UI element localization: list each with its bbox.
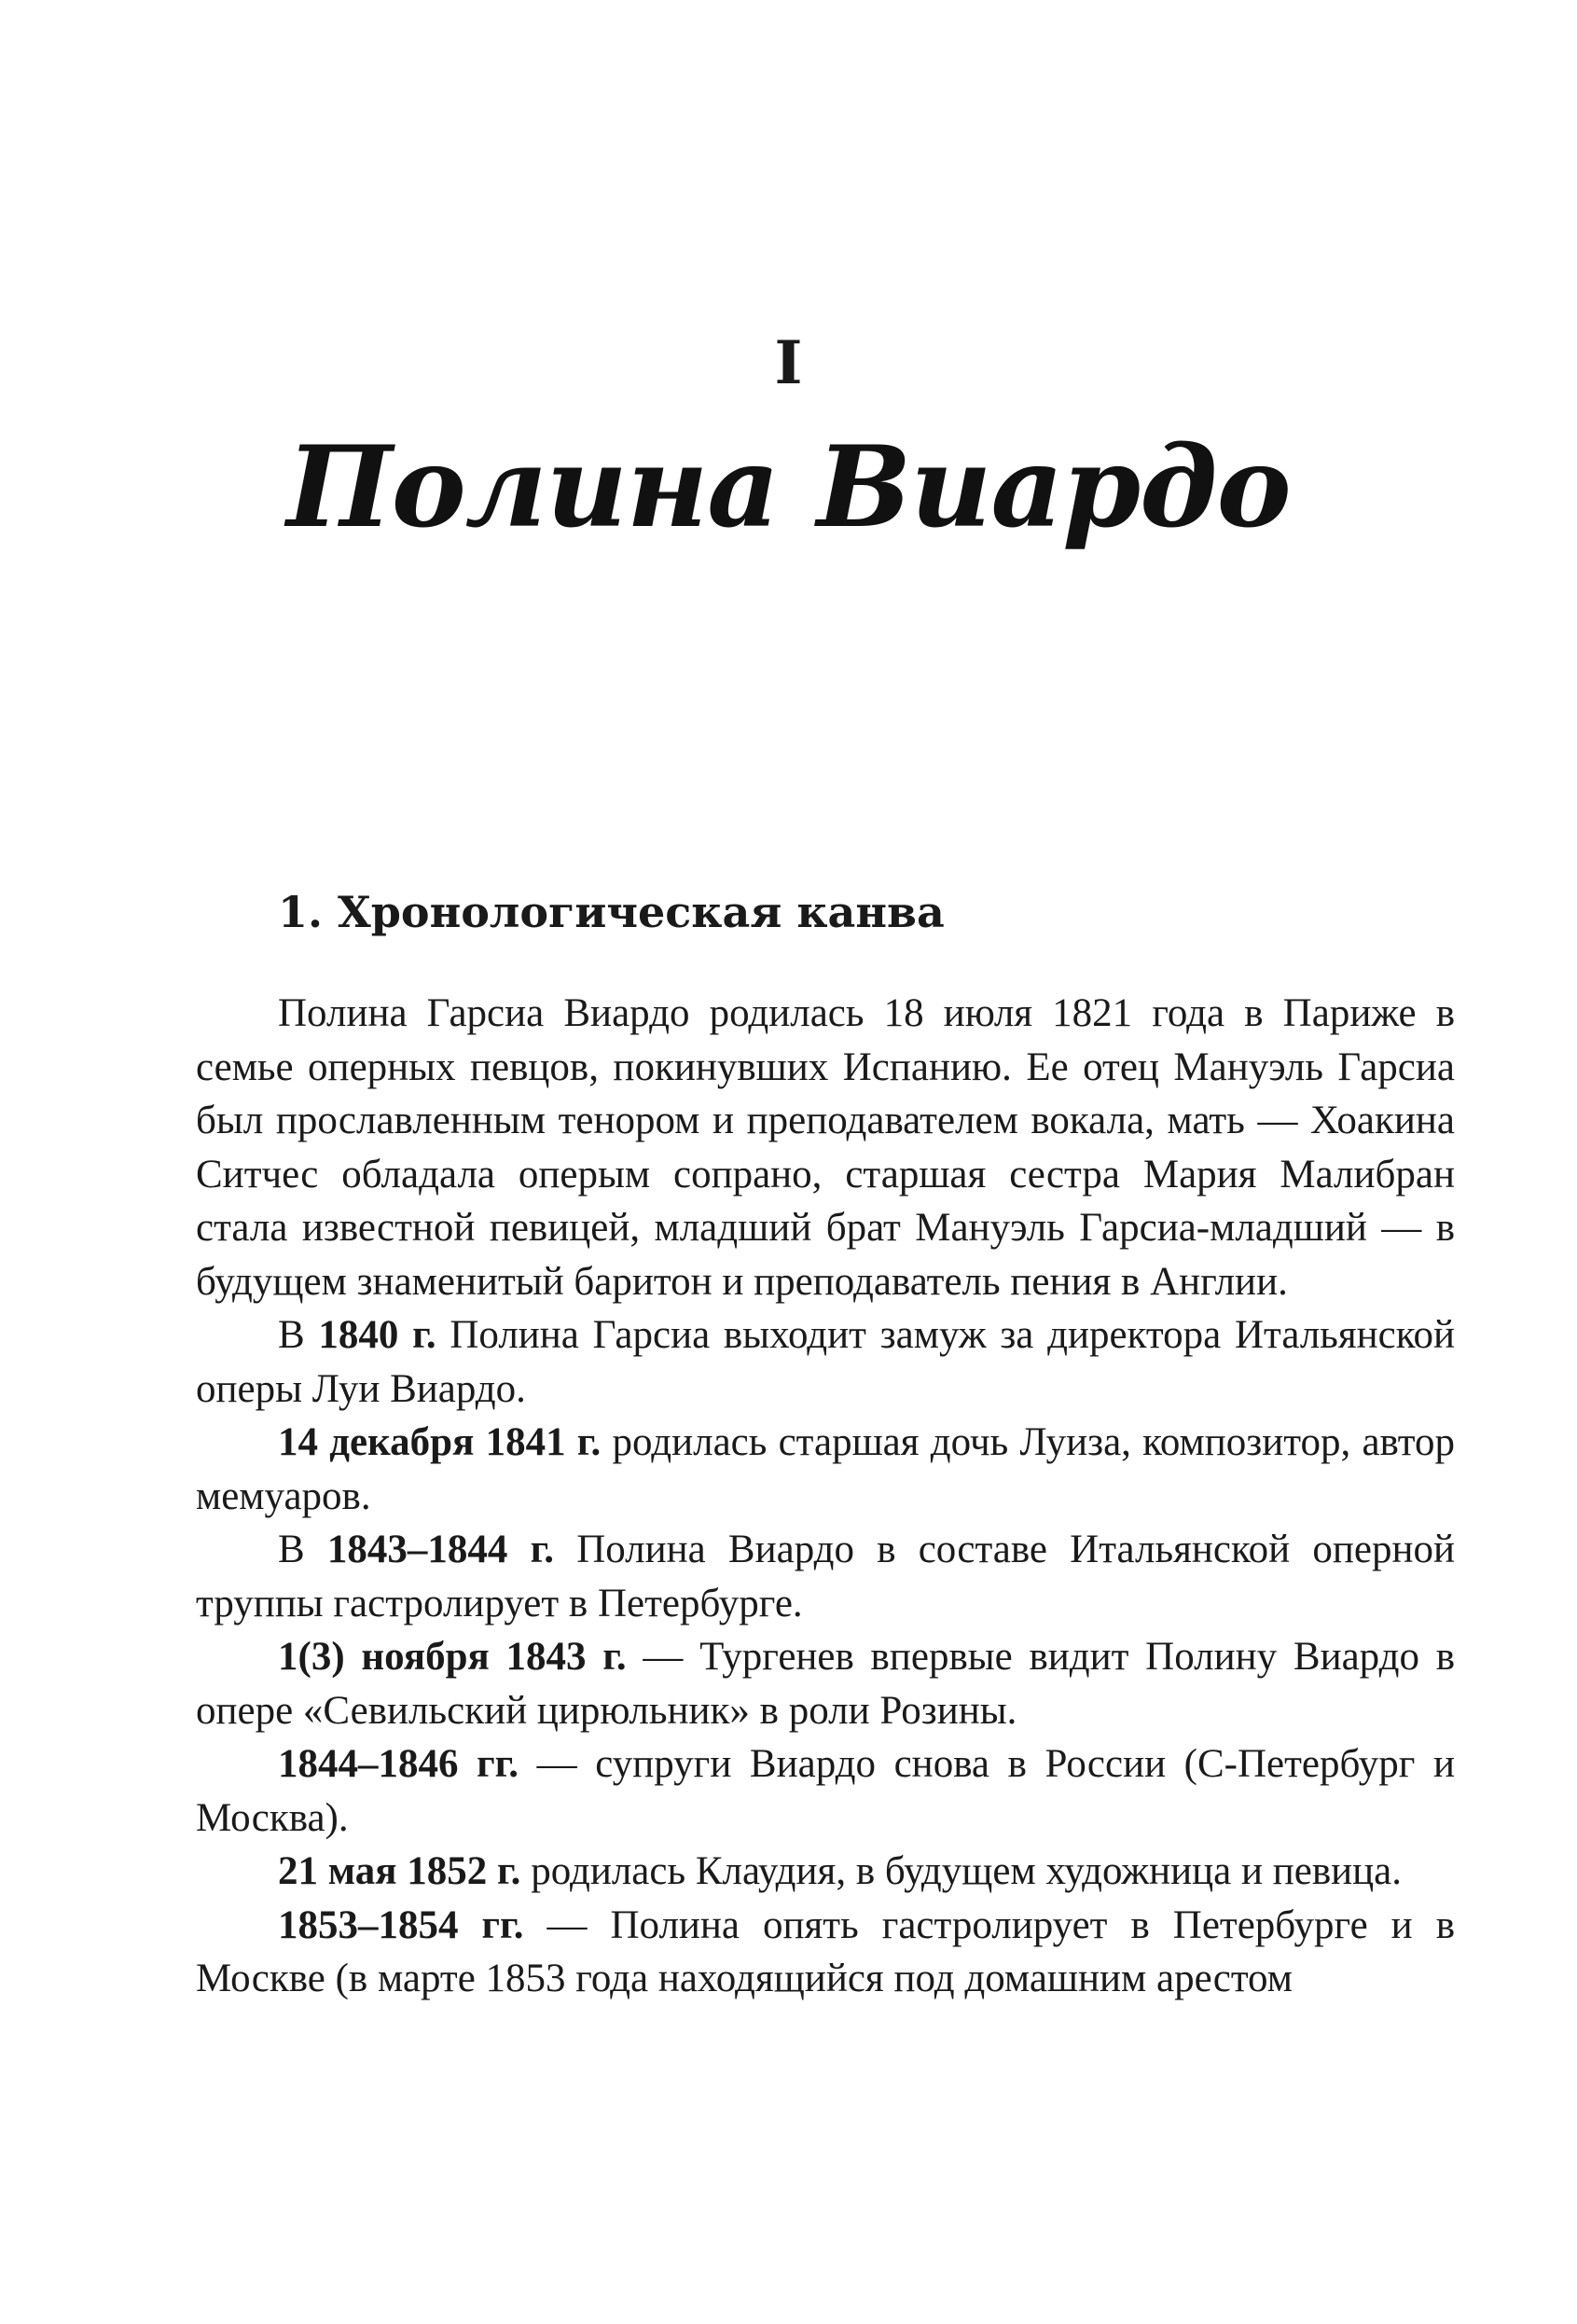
paragraph-nov-1843 [196, 1630, 1455, 1737]
body-text [196, 987, 1455, 2006]
paragraph-1844-1846 [196, 1737, 1455, 1845]
paragraph-1853-1854 [196, 1899, 1455, 2006]
section-heading: 1. Хронологическая канва [278, 887, 945, 937]
paragraph-text: — Полина опять гастролирует в Петербурге и в Москве (в марте 1853 года находящийся под домашним арестом [196, 1902, 1455, 2000]
paragraph-prefix: В [278, 1313, 319, 1357]
chapter-title: Полина Виардо [286, 422, 1291, 553]
paragraph-1841 [196, 1416, 1455, 1523]
paragraph-date: 1843–1844 г. [326, 1528, 554, 1571]
paragraph-text: — Тургенев впервые видит Полину Виардо в опере «Севильский цирюльник» в роли Розины. [196, 1635, 1456, 1733]
paragraph-date: 1840 г. [318, 1313, 436, 1357]
paragraph-prefix: В [278, 1528, 327, 1571]
paragraph-date: 21 мая 1852 г. [278, 1849, 521, 1893]
paragraph-date: 1853–1854 гг. [278, 1902, 524, 1947]
chapter-numeral: I [774, 328, 803, 398]
paragraph-date: 1844–1846 гг. [278, 1742, 519, 1786]
paragraph-text: Полина Виардо в составе Итальянской оперной труппы гастролирует в Петербурге. [196, 1528, 1455, 1625]
paragraph-text: Полина Гарсиа Виардо родилась 18 июля 1821 года в Париже в семье оперных певцов, покинувших Испанию. Ее отец Мануэль Гарсиа был прославленным тенором и преподавателем вокала, мать — Хоакина Ситчес обладала оперым сопрано, старшая сестра Мария Малибран стала известной певицей, младший брат Мануэль Гарсиа-младший — в будущем знаменитый баритон и преподаватель пения в Англии. [196, 991, 1455, 1304]
paragraph-1840 [196, 1308, 1455, 1416]
paragraph-intro [196, 987, 1455, 1308]
paragraph-text: Полина Гарсиа выходит замуж за директора Итальянской оперы Луи Виардо. [196, 1313, 1455, 1411]
paragraph-1852 [196, 1845, 1455, 1899]
paragraph-text: родилась Клаудия, в будущем художница и певица. [520, 1849, 1403, 1893]
paragraph-text: родилась старшая дочь Луиза, композитор, автор мемуаров. [196, 1420, 1455, 1518]
paragraph-date: 14 декабря 1841 г. [278, 1420, 602, 1464]
paragraph-1843-1844 [196, 1523, 1455, 1630]
paragraph-text: — супруги Виардо снова в России (С-Петербург и Москва). [196, 1742, 1455, 1840]
paragraph-date: 1(3) ноября 1843 г. [278, 1635, 627, 1679]
